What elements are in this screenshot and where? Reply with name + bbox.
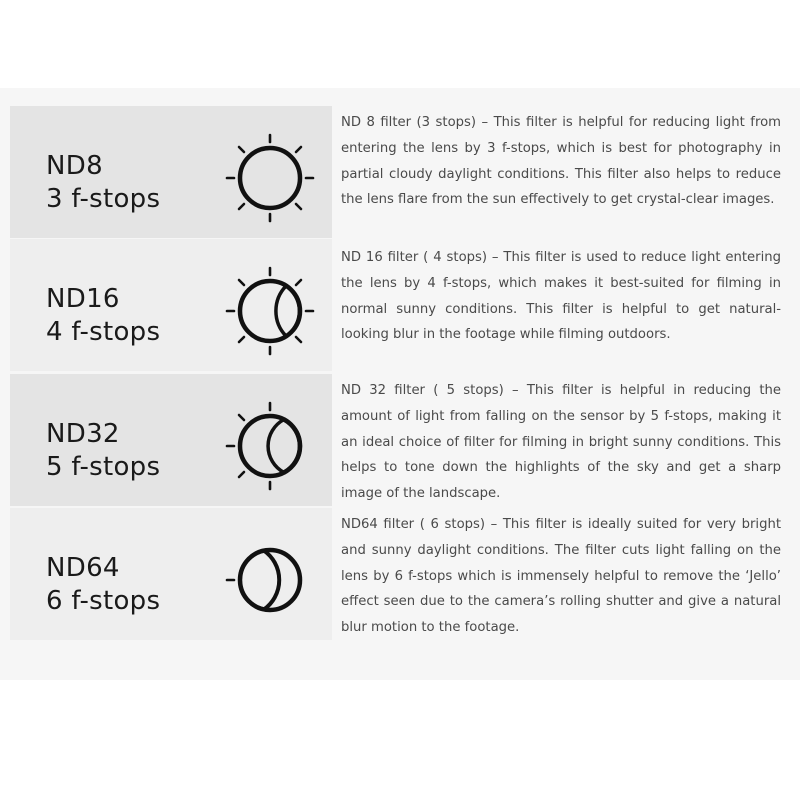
filter-stops: 3 f-stops <box>46 184 161 214</box>
filter-row-nd64 <box>10 508 800 640</box>
filter-name: ND32 <box>46 419 120 449</box>
filter-description: ND 32 filter ( 5 stops) – This filter is helpful in reducing the amount of light from falling on the sensor by 5 f-stops, making it an ideal choice of filter for filming in bright sunny conditions. This helps to tone down the highlights of the sky and get a sharp image of the landscape. <box>341 383 781 502</box>
sun-partial-eclipse-icon <box>222 263 318 359</box>
filter-description: ND64 filter ( 6 stops) – This filter is ideally suited for very bright and sunny daylight conditions. The filter cuts light falling on the lens by 6 f-stops which is immensely helpful to remove the ‘Jello’ effect seen due to the camera’s rolling shutter and give a natural blur motion to the footage. <box>341 517 781 636</box>
filter-name: ND16 <box>46 284 120 314</box>
filter-label-cell <box>10 374 332 506</box>
nd-filter-comparison-panel <box>0 88 800 680</box>
sun-half-eclipse-icon <box>222 398 318 494</box>
filter-stops: 4 f-stops <box>46 317 161 347</box>
filter-stops: 5 f-stops <box>46 452 161 482</box>
filter-row-nd16 <box>10 239 800 371</box>
filter-label-cell <box>10 508 332 640</box>
filter-name: ND64 <box>46 553 120 583</box>
filter-label-cell <box>10 239 332 371</box>
filter-title <box>46 552 160 618</box>
filter-description: ND 16 filter ( 4 stops) – This filter is used to reduce light entering the lens by 4 f-stops, which makes it best-suited for filming in normal sunny conditions. This filter is helpful to get natural-looking blur in the footage while filming outdoors. <box>341 250 781 343</box>
filter-title <box>46 283 160 349</box>
filter-row-nd8 <box>10 106 800 238</box>
filter-label-cell <box>10 106 332 238</box>
filter-stops: 6 f-stops <box>46 586 161 616</box>
filter-title <box>46 418 160 484</box>
crescent-moon-icon <box>222 532 318 628</box>
filter-row-nd32 <box>10 374 800 506</box>
filter-title <box>46 150 160 216</box>
full-sun-icon <box>222 130 318 226</box>
filter-name: ND8 <box>46 151 103 181</box>
filter-description: ND 8 filter (3 stops) – This filter is helpful for reducing light from entering the lens by 3 f-stops, which is best for photography in partial cloudy daylight conditions. This filter also helps to reduce the lens flare from the sun effectively to get crystal-clear images. <box>341 115 781 208</box>
